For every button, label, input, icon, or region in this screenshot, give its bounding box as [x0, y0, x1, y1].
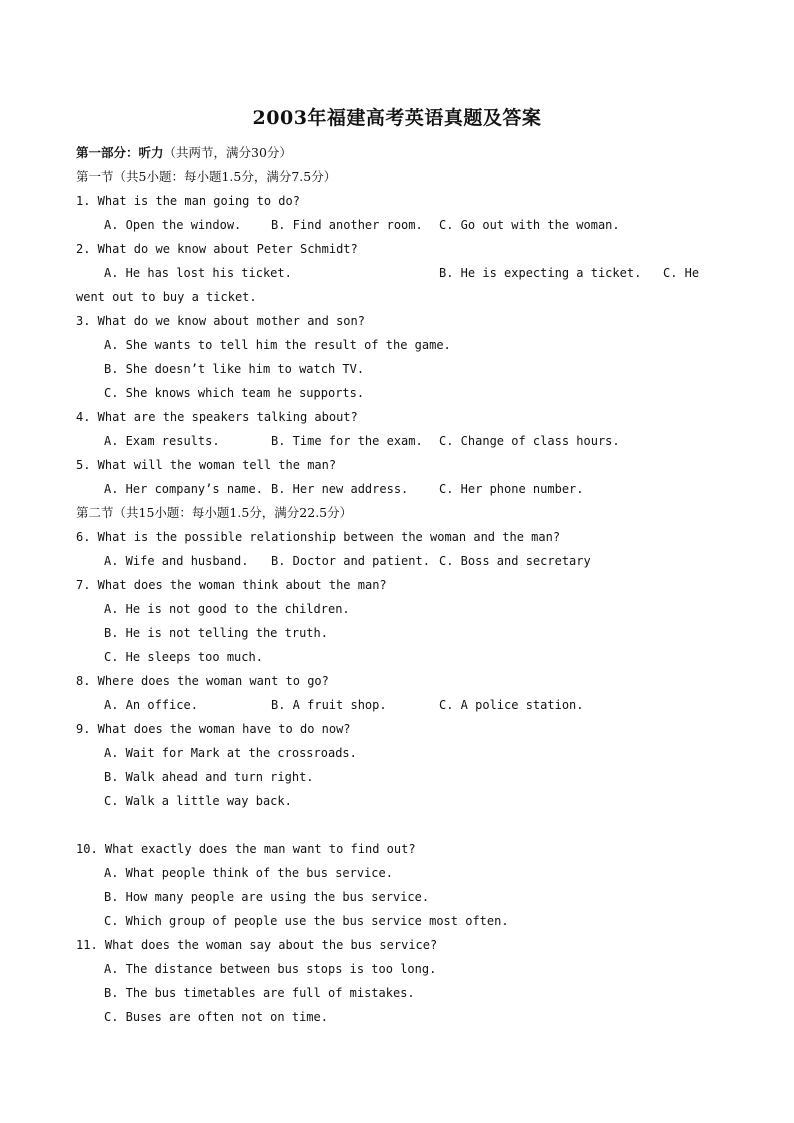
option-c: C. He [663, 266, 700, 280]
option-a: A. He has lost his ticket. [104, 266, 292, 280]
question: 5. What will the woman tell the man? [76, 458, 337, 472]
option-c: C. A police station. [439, 698, 584, 712]
option-b: B. How many people are using the bus service. [104, 890, 430, 904]
exam-content [76, 141, 716, 1029]
question: 3. What do we know about mother and son? [76, 314, 365, 328]
option-c: C. Go out with the woman. [439, 218, 620, 232]
option-c: C. Her phone number. [439, 482, 584, 496]
option-a: A. He is not good to the children. [104, 602, 350, 616]
option-c: C. Change of class hours. [439, 434, 620, 448]
option-c: C. She knows which team he supports. [104, 386, 365, 400]
question: 8. Where does the woman want to go? [76, 674, 329, 688]
option-b: B. Doctor and patient. [271, 554, 430, 568]
option-a: A. The distance between bus stops is too long. [104, 962, 437, 976]
option-c: C. Walk a little way back. [104, 794, 292, 808]
question: 7. What does the woman think about the man? [76, 578, 387, 592]
option-b: B. A fruit shop. [271, 698, 387, 712]
options-row [76, 477, 716, 501]
part-title: 第一部分：听力 [76, 145, 164, 160]
option-b: B. He is expecting a ticket. [439, 266, 642, 280]
question: 11. What does the woman say about the bus service? [76, 938, 438, 952]
option-c: C. Boss and secretary [439, 554, 591, 568]
option-b: B. Find another room. [271, 218, 423, 232]
part-heading [76, 141, 716, 165]
option-a: A. Open the window. [104, 218, 242, 232]
option-b: B. He is not telling the truth. [104, 626, 328, 640]
option-a: A. What people think of the bus service. [104, 866, 393, 880]
options-row [76, 429, 716, 453]
options-row [76, 261, 716, 285]
option-b: B. Her new address. [271, 482, 409, 496]
options-row [76, 549, 716, 573]
option-a: A. She wants to tell him the result of the game. [104, 338, 451, 352]
option-a: A. Wife and husband. [104, 554, 249, 568]
page-title: 2003年福建高考英语真题及答案 [252, 107, 542, 129]
option-c: C. Which group of people use the bus service most often. [104, 914, 509, 928]
options-row [76, 213, 716, 237]
question: 10. What exactly does the man want to find out? [76, 842, 416, 856]
option-c: C. He sleeps too much. [104, 650, 263, 664]
question: 1. What is the man going to do? [76, 194, 300, 208]
option-a: A. Wait for Mark at the crossroads. [104, 746, 357, 760]
option-b: B. She doesn’t like him to watch TV. [104, 362, 365, 376]
option-b: B. Walk ahead and turn right. [104, 770, 314, 784]
blank-line [76, 813, 716, 837]
part-note: （共两节，满分30分） [163, 145, 292, 160]
question: 2. What do we know about Peter Schmidt? [76, 242, 358, 256]
question: 6. What is the possible relationship between the woman and the man? [76, 530, 561, 544]
option-b: B. Time for the exam. [271, 434, 423, 448]
option-c: C. Buses are often not on time. [104, 1010, 328, 1024]
question: 4. What are the speakers talking about? [76, 410, 358, 424]
question: 9. What does the woman have to do now? [76, 722, 351, 736]
option-c-continuation: went out to buy a ticket. [76, 290, 257, 304]
option-a: A. Her company’s name. [104, 482, 263, 496]
section-heading: 第二节（共15小题：每小题1.5分，满分22.5分） [76, 505, 353, 520]
option-a: A. An office. [104, 698, 198, 712]
options-row [76, 693, 716, 717]
option-a: A. Exam results. [104, 434, 220, 448]
option-b: B. The bus timetables are full of mistakes. [104, 986, 415, 1000]
section-heading: 第一节（共5小题：每小题1.5分，满分7.5分） [76, 169, 337, 184]
